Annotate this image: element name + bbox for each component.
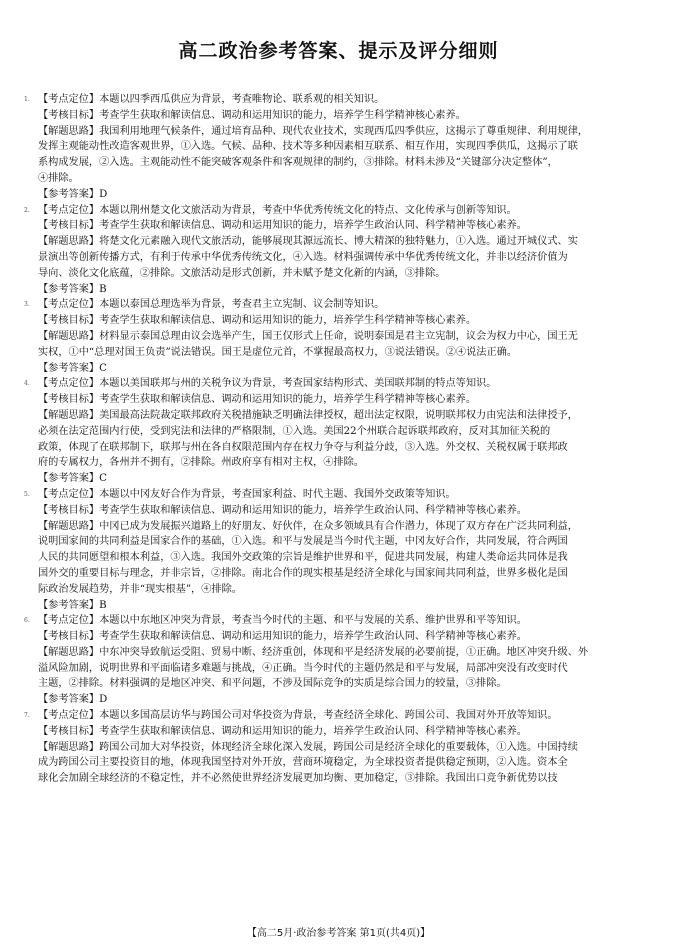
reference-answer: 【参考答案】D (38, 188, 108, 200)
page-footer: 【高二5月·政治参考答案 第1页(共4页)】 (246, 928, 431, 939)
question-5 (24, 487, 658, 613)
answer-line: 【考点定位】本题以美国联邦与州的关税争议为背景，考查国家结构形式、美国联邦制的特点等知识。 (38, 378, 497, 390)
answer-line: 说明国家间的共同利益是国家合作的基础，①入选。和平与发展是当今时代主题，中冈友好合作，共同发展，符合两国 (38, 536, 568, 548)
answer-line: 【考点定位】本题以中冈友好合作为背景，考查国家利益、时代主题、我国外交政策等知识。 (38, 488, 456, 500)
answer-line: 主题，②排除。材料强调的是地区冲突、和平问题，不涉及国际竞争的实质是综合国力的较量，③排除。 (38, 678, 507, 690)
answer-line: 【解题思路】材料显示泰国总理由议会选举产生，国王仅形式上任命，说明泰国是君主立宪制，议会为权力中心，国王无 (38, 330, 578, 342)
answer-line: 际政治发展趋势，并非“现实根基”，④排除。 (38, 583, 242, 595)
question-3 (24, 297, 658, 376)
answer-line: 溢风险加剧，说明世界和平面临诸多难题与挑战，④正确。当今时代的主题仍然是和平与发展，局部冲突没有改变时代 (38, 662, 568, 674)
answer-list (24, 92, 658, 787)
answer-line: 【解题思路】跨国公司加大对华投资，体现经济全球化深入发展，跨国公司是经济全球化的重要载体，①入选。中国持续 (38, 741, 578, 753)
answer-line: 人民的共同愿望和根本利益，③入选。我国外交政策的宗旨是维护世界和平，促进共同发展，构建人类命运共同体是我 (38, 552, 568, 564)
answer-line: 球化会加剧全球经济的不稳定性，并不必然使世界经济发展更加均衡、更加稳定，③排除。我国出口竞争新优势以技 (38, 773, 558, 785)
answer-line: 【考核目标】考查学生获取和解读信息、调动和运用知识的能力，培养学生政治认同、科学精神等核心素养。 (38, 504, 527, 516)
question-7 (24, 708, 658, 787)
answer-line: 府的专属权力，各州并不拥有，②排除。州政府享有相对主权，④排除。 (38, 457, 364, 469)
answer-line: 成为跨国公司主要投资目的地，体现我国坚持对外开放，营商环境稳定，为全球投资者提供稳定预期，②入选。资本全 (38, 757, 568, 769)
answer-line: 政策，体现了在联邦制下，联邦与州在各自权限范围内存在权力争夺与利益分歧，③入选。外交权、关税权属于联邦政 (38, 441, 568, 453)
answer-line: 系构成发展，②入选。主观能动性不能突破客观条件和客观规律的制约，③排除。材料未涉及“关键部分决定整体”， (38, 157, 558, 169)
question-number: 1. (24, 96, 30, 103)
reference-answer: 【参考答案】B (38, 599, 107, 611)
page-title: 高二政治参考答案、提示及评分细则 (178, 40, 499, 62)
answer-line: 【解题思路】我国利用地理气候条件，通过培育品种、现代农业技术，实现西瓜四季供应，这揭示了尊重规律、利用规律， (38, 125, 589, 137)
reference-answer: 【参考答案】C (38, 362, 107, 374)
answer-line: 【解题思路】中冈已成为发展振兴道路上的好朋友、好伙伴，在众多领域具有合作潜力，体现了双方存在广泛共同利益， (38, 520, 578, 532)
answer-line: 实权，①中“总理对国王负责”说法错误。国王是虚位元首，不掌握最高权力，③说法错误。②④说法正确。 (38, 346, 518, 358)
question-number: 7. (24, 712, 30, 720)
answer-line: ④排除。 (38, 172, 79, 184)
reference-answer: 【参考答案】B (38, 283, 107, 295)
answer-line: 发挥主观能动性改造客观世界，①入选。气候、品种、技术等多种因素相互联系、相互作用，实现四季供瓜，这揭示了联 (38, 141, 578, 153)
answer-line: 【考核目标】考查学生获取和解读信息、调动和运用知识的能力，培养学生政治认同、科学精神等核心素养。 (38, 725, 527, 737)
question-number: 3. (24, 301, 30, 309)
answer-line: 【考点定位】本题以泰国总理选举为背景，考查君主立宪制、议会制等知识。 (38, 299, 385, 311)
reference-answer: 【参考答案】D (38, 694, 108, 706)
answer-line: 导向、淡化文化底蕴，②排除。文旅活动是形式创新，并未赋予楚文化新的内涵，③排除。 (38, 267, 446, 279)
answer-line: 【考核目标】考查学生获取和解读信息、调动和运用知识的能力，培养学生政治认同、科学精神等核心素养。 (38, 631, 527, 643)
answer-line: 【考点定位】本题以荆州楚文化文旅活动为背景，考查中华优秀传统文化的特点、文化传承与创新等知识。 (38, 204, 517, 216)
answer-line: 景演出等创新传播方式，有利于传承中华优秀传统文化，④入选。材料强调传承中华优秀传统文化，并非以经济价值为 (38, 251, 568, 263)
question-number: 5. (24, 490, 30, 498)
question-6 (24, 613, 658, 708)
question-2 (24, 203, 658, 298)
answer-line: 【考核目标】考查学生获取和解读信息、调动和运用知识的能力，培养学生科学精神等核心素养。 (38, 394, 477, 406)
answer-line: 【解题思路】中东冲突导致航运受阻、贸易中断、经济重创，体现和平是经济发展的必要前提，①正确。地区冲突升级、外 (38, 646, 589, 658)
answer-line: 【解题思路】美国最高法院裁定联邦政府关税措施缺乏明确法律授权，超出法定权限，说明联邦权力由宪法和法律授予， (38, 409, 578, 421)
question-number: 4. (24, 380, 30, 388)
question-4 (24, 376, 658, 487)
reference-answer: 【参考答案】C (38, 473, 107, 485)
question-number: 2. (24, 206, 30, 214)
question-number: 6. (24, 617, 30, 625)
answer-line: 【考点定位】本题以四季西瓜供应为背景，考查唯物论、联系观的相关知识。 (38, 94, 385, 105)
answer-line: 国外交的重要目标与理念，并非宗旨，②排除。南北合作的现实根基是经济全球化与国家间共同利益，世界多极化是国 (38, 567, 568, 579)
answer-line: 【考核目标】考查学生获取和解读信息、调动和运用知识的能力，培养学生科学精神核心素养。 (38, 109, 466, 121)
answer-line: 【考点定位】本题以多国高层访华与跨国公司对华投资为背景，考查经济全球化、跨国公司、我国对外开放等知识。 (38, 710, 558, 722)
answer-line: 【考核目标】考查学生获取和解读信息、调动和运用知识的能力，培养学生科学精神等核心素养。 (38, 315, 477, 327)
question-1 (24, 92, 658, 203)
answer-line: 【解题思路】将楚文化元素融入现代文旅活动，能够展现其源远流长、博大精深的独特魅力，①入选。通过开城仪式、实 (38, 236, 578, 248)
answer-line: 必须在法定范围内行使，受到宪法和法律的严格限制，①入选。美国22个州联合起诉联邦政府，反对其加征关税的 (38, 425, 551, 437)
answer-line: 【考核目标】考查学生获取和解读信息、调动和运用知识的能力，培养学生政治认同、科学精神等核心素养。 (38, 220, 527, 232)
answer-line: 【考点定位】本题以中东地区冲突为背景，考查当今时代的主题、和平与发展的关系、维护世界和平等知识。 (38, 615, 527, 627)
